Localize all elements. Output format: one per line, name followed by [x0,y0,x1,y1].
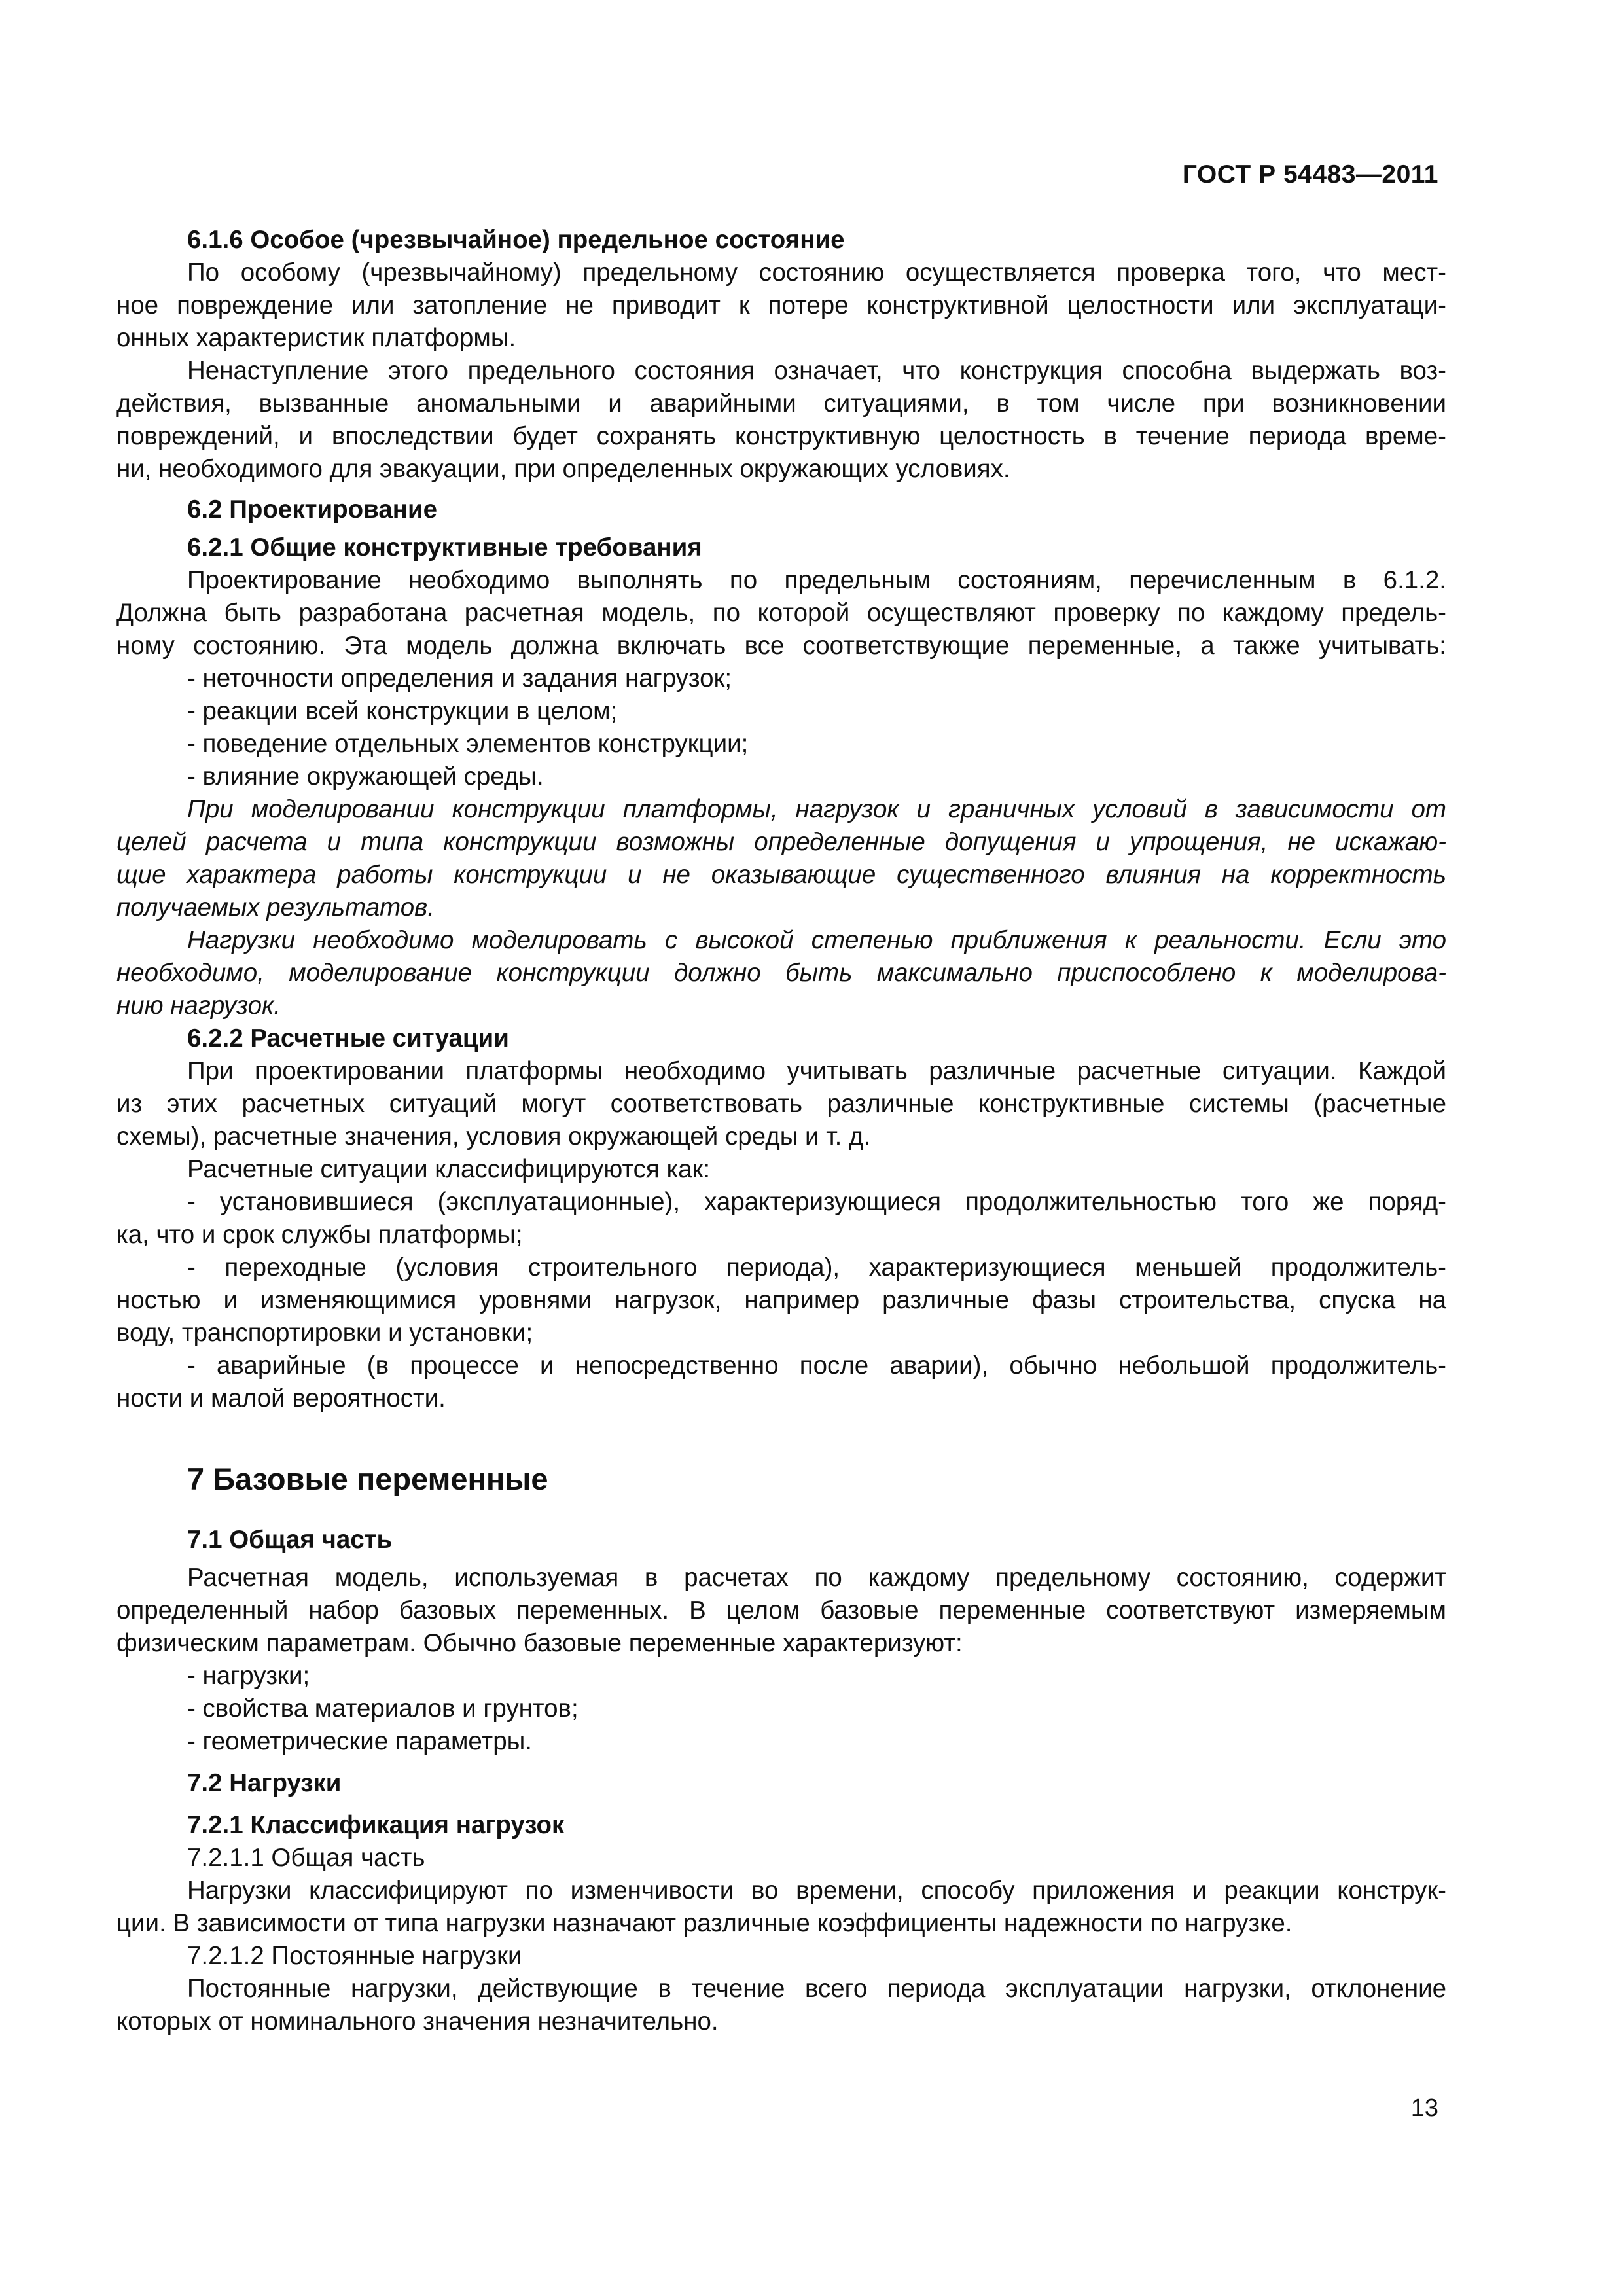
list-item: - свойства материалов и грунтов; [187,1695,579,1723]
text-line: щие характера работы конструкции и не оказывающие существенного влияния на корректность [116,861,1446,889]
heading-7-2-1: 7.2.1 Классификация нагрузок [187,1811,565,1839]
text-line: необходимо, моделирование конструкции должно быть максимально приспособлено к моделирова- [116,959,1446,987]
list-item: - аварийные (в процессе и непосредственно после аварии), обычно небольшой продолжитель- [187,1352,1446,1380]
list-item: ностью и изменяющимися уровнями нагрузок, например различные фазы строительства, спуска на [116,1286,1446,1314]
text-line: При моделировании конструкции платформы, нагрузок и граничных условий в зависимости от [187,795,1446,823]
text-line: схемы), расчетные значения, условия окружающей среды и т. д. [116,1122,871,1151]
list-item: - влияние окружающей среды. [187,762,544,791]
text-line: физическим параметрам. Обычно базовые переменные характеризуют: [116,1629,963,1657]
text-line: ции. В зависимости от типа нагрузки назначают различные коэффициенты надежности по нагрузке. [116,1909,1293,1937]
text-line: повреждений, и впоследствии будет сохранять конструктивную целостность в течение периода време- [116,422,1446,450]
text-line: Расчетная модель, используемая в расчетах по каждому предельному состоянию, содержит [187,1564,1446,1592]
page-number: 13 [1410,2094,1438,2122]
heading-6-2: 6.2 Проектирование [187,495,438,524]
text-line: нию нагрузок. [116,992,281,1020]
list-item: - неточности определения и задания нагрузок; [187,664,732,692]
heading-7-1: 7.1 Общая часть [187,1526,393,1554]
text-line: Проектирование необходимо выполнять по предельным состояниям, перечисленным в 6.1.2. [187,566,1446,594]
text-line: которых от номинального значения незначительно. [116,2007,719,2036]
list-item: - реакции всей конструкции в целом; [187,697,618,725]
text-line: Постоянные нагрузки, действующие в течение всего периода эксплуатации нагрузки, отклонение [187,1975,1446,2003]
text-line: Нагрузки классифицируют по изменчивости во времени, способу приложения и реакции конструк- [187,1876,1446,1905]
list-item: - геометрические параметры. [187,1727,532,1755]
list-item: воду, транспортировки и установки; [116,1319,533,1347]
heading-7-2: 7.2 Нагрузки [187,1769,342,1797]
list-item: - поведение отдельных элементов конструкции; [187,730,749,758]
list-item: ка, что и срок службы платформы; [116,1221,523,1249]
text-line: ному состоянию. Эта модель должна включать все соответствующие переменные, а также учитывать: [116,632,1446,660]
heading-7-2-1-2: 7.2.1.2 Постоянные нагрузки [187,1942,522,1970]
text-line: Нагрузки необходимо моделировать с высокой степенью приближения к реальности. Если это [187,926,1446,954]
chapter-7-heading: 7 Базовые переменные [187,1462,548,1496]
page-content [116,224,1446,2038]
heading-6-2-1: 6.2.1 Общие конструктивные требования [187,533,702,562]
text-line: целей расчета и типа конструкции возможны определенные допущения и упрощения, не искажаю- [116,828,1446,856]
heading-7-2-1-1: 7.2.1.1 Общая часть [187,1844,425,1872]
text-line: получаемых результатов. [116,893,435,922]
text-line: действия, вызванные аномальными и аварийными ситуациями, в том числе при возникновении [116,389,1446,418]
text-line: ное повреждение или затопление не приводит к потере конструктивной целостности или эксплуатаци- [116,291,1446,319]
text-line: Расчетные ситуации классифицируются как: [187,1155,711,1183]
document-code: ГОСТ Р 54483—2011 [1182,160,1438,188]
heading-6-1-6: 6.1.6 Особое (чрезвычайное) предельное состояние [187,226,845,254]
list-item: - установившиеся (эксплуатационные), характеризующиеся продолжительностью того же поряд- [187,1188,1446,1216]
text-line: определенный набор базовых переменных. В целом базовые переменные соответствуют измеряемым [116,1596,1446,1624]
text-line: из этих расчетных ситуаций могут соответствовать различные конструктивные системы (расчетные [116,1090,1446,1118]
list-item: ности и малой вероятности. [116,1384,446,1412]
text-line: Должна быть разработана расчетная модель, по которой осуществляют проверку по каждому предель- [116,599,1446,627]
text-line: онных характеристик платформы. [116,324,516,352]
text-line: ни, необходимого для эвакуации, при определенных окружающих условиях. [116,455,1010,483]
text-line: Ненаступление этого предельного состояния означает, что конструкция способна выдержать воз- [187,357,1446,385]
list-item: - переходные (условия строительного периода), характеризующиеся меньшей продолжитель- [187,1253,1446,1282]
text-line: По особому (чрезвычайному) предельному состоянию осуществляется проверка того, что мест- [187,259,1446,287]
list-item: - нагрузки; [187,1662,310,1690]
text-line: При проектировании платформы необходимо учитывать различные расчетные ситуации. Каждой [187,1057,1446,1085]
heading-6-2-2: 6.2.2 Расчетные ситуации [187,1024,509,1052]
